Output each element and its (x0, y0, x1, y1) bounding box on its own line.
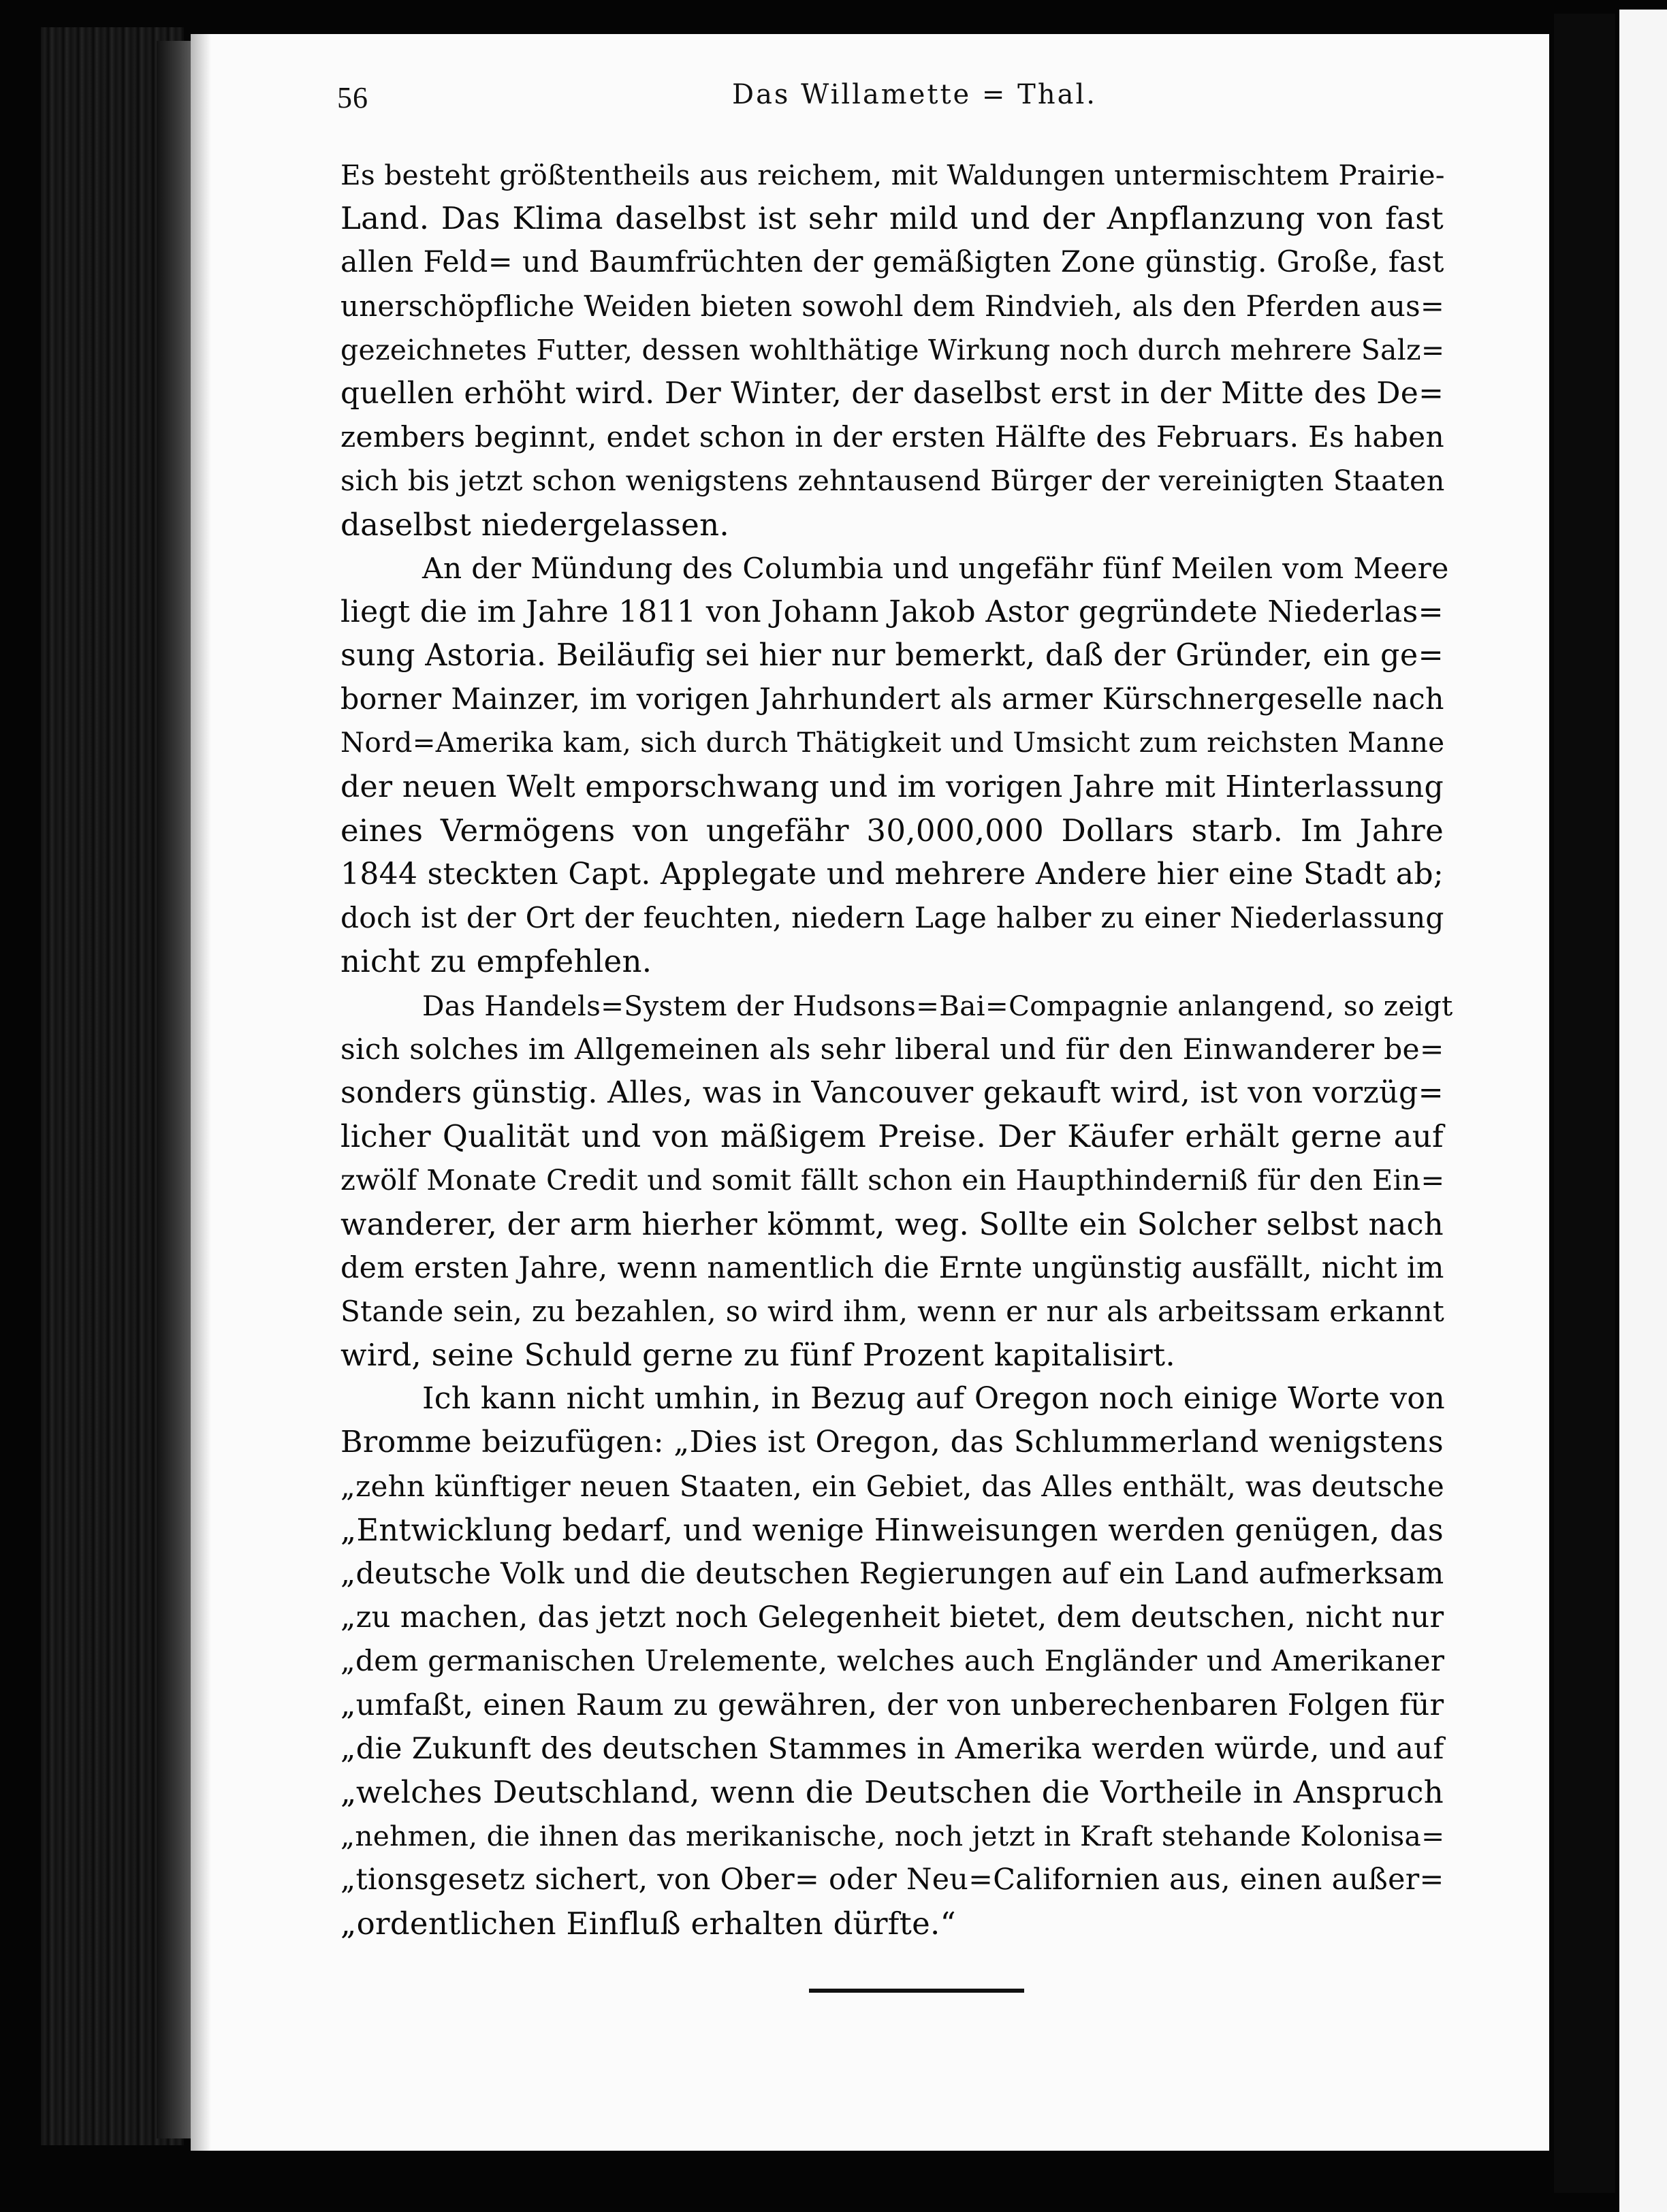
text-line: wanderer, der arm hierher kömmt, weg. Sollte ein Solcher selbst nach (340, 1205, 1444, 1242)
text-line: eines Vermögens von ungefähr 30,000,000 Dollars starb. Im Jahre (340, 812, 1444, 849)
text-line: daselbst niedergelassen. (340, 506, 729, 543)
paragraph (340, 547, 1449, 984)
text-line: sich solches im Allgemeinen als sehr liberal und für den Einwanderer be= (340, 1032, 1444, 1066)
text-line: „deutsche Volk und die deutschen Regierungen auf ein Land aufmerksam (340, 1557, 1444, 1591)
text-line: liegt die im Jahre 1811 von Johann Jakob Astor gegründete Niederlas= (340, 594, 1444, 629)
text-line: Ich kann nicht umhin, in Bezug auf Oregon noch einige Worte von (422, 1381, 1446, 1417)
paragraph (340, 1377, 1444, 1945)
text-line: „die Zukunft des deutschen Stammes in Amerika werden würde, und auf (340, 1731, 1444, 1766)
text-line: sung Astoria. Beiläufig sei hier nur bemerkt, daß der Gründer, ein ge= (340, 638, 1444, 674)
text-line: dem ersten Jahre, wenn namentlich die Ernte ungünstig ausfällt, nicht im (340, 1250, 1444, 1285)
text-line: quellen erhöht wird. Der Winter, der daselbst erst in der Mitte des De= (340, 375, 1444, 411)
facing-page-edge (1619, 10, 1667, 2212)
text-line: Bromme beizufügen: „Dies ist Oregon, das Schlummerland wenigstens (340, 1425, 1444, 1460)
text-line: der neuen Welt emporschwang und im vorigen Jahre mit Hinterlassung (340, 769, 1444, 804)
text-line: „umfaßt, einen Raum zu gewähren, der von unberechenbaren Folgen für (340, 1688, 1444, 1722)
text-line: Stande sein, zu bezahlen, so wird ihm, wenn er nur als arbeitssam erkannt (340, 1294, 1445, 1328)
text-line: sonders günstig. Alles, was in Vancouver gekauft wird, ist von vorzüg= (340, 1075, 1444, 1110)
text-line: „zehn künftiger neuen Staaten, ein Gebiet, das Alles enthält, was deutsche (340, 1469, 1445, 1503)
text-line: wird, seine Schuld gerne zu fünf Prozent kapitalisirt. (340, 1337, 1175, 1374)
text-line: zembers beginnt, endet schon in der ersten Hälfte des Februars. Es haben (340, 420, 1444, 454)
text-line: nicht zu empfehlen. (340, 943, 652, 980)
text-line: „tionsgesetz sichert, von Ober= oder Neu=Californien aus, einen außer= (340, 1863, 1444, 1897)
text-line: Land. Das Klima daselbst ist sehr mild und der Anpflanzung von fast (340, 200, 1444, 237)
running-head: Das Willamette = Thal. (732, 79, 1097, 110)
text-line: Es besteht größtentheils aus reichem, mit Waldungen untermischtem Prairie- (340, 159, 1445, 191)
right-gutter (1554, 14, 1615, 2193)
text-line: allen Feld= und Baumfrüchten der gemäßigten Zone günstig. Große, fast (340, 245, 1444, 280)
text-line: gezeichnetes Futter, dessen wohlthätige Wirkung noch durch mehrere Salz= (340, 333, 1445, 366)
text-line: borner Mainzer, im vorigen Jahrhundert als armer Kürschnergeselle nach (340, 682, 1444, 717)
section-end-rule (809, 1989, 1024, 1993)
text-line: „nehmen, die ihnen das merikanische, noch jetzt in Kraft stehande Kolonisa= (340, 1820, 1445, 1853)
text-line: „Entwicklung bedarf, und wenige Hinweisungen werden genügen, das (340, 1512, 1444, 1548)
text-line: zwölf Monate Credit und somit fällt schon ein Haupthinderniß für den Ein= (340, 1163, 1445, 1197)
page-number: 56 (337, 81, 368, 114)
text-line: „dem germanischen Urelemente, welches auch Engländer und Amerikaner (340, 1644, 1445, 1678)
text-line: sich bis jetzt schon wenigstens zehntausend Bürger der vereinigten Staaten (340, 464, 1445, 498)
text-line: „zu machen, das jetzt noch Gelegenheit bietet, dem deutschen, nicht nur (340, 1600, 1444, 1635)
paragraph (340, 984, 1453, 1378)
text-line: 1844 steckten Capt. Applegate und mehrere Andere hier eine Stadt ab; (340, 857, 1444, 891)
text-line: Nord=Amerika kam, sich durch Thätigkeit und Umsicht zum reichsten Manne (340, 727, 1445, 759)
text-line: An der Mündung des Columbia und ungefähr fünf Meilen vom Meere (422, 551, 1449, 585)
text-line: „ordentlichen Einfluß erhalten dürfte.“ (340, 1905, 956, 1942)
body-text (340, 153, 1453, 1946)
text-line: unerschöpfliche Weiden bieten sowohl dem Rindvieh, als den Pferden aus= (340, 289, 1445, 323)
text-line: Das Handels=System der Hudsons=Bai=Compagnie anlangend, so zeigt (422, 989, 1453, 1022)
text-line: doch ist der Ort der feuchten, niedern Lage halber zu einer Niederlassung (340, 901, 1444, 935)
text-line: licher Qualität und von mäßigem Preise. Der Käufer erhält gerne auf (340, 1118, 1444, 1155)
text-line: „welches Deutschland, wenn die Deutschen die Vortheile in Anspruch (340, 1773, 1444, 1810)
paragraph (340, 153, 1444, 547)
